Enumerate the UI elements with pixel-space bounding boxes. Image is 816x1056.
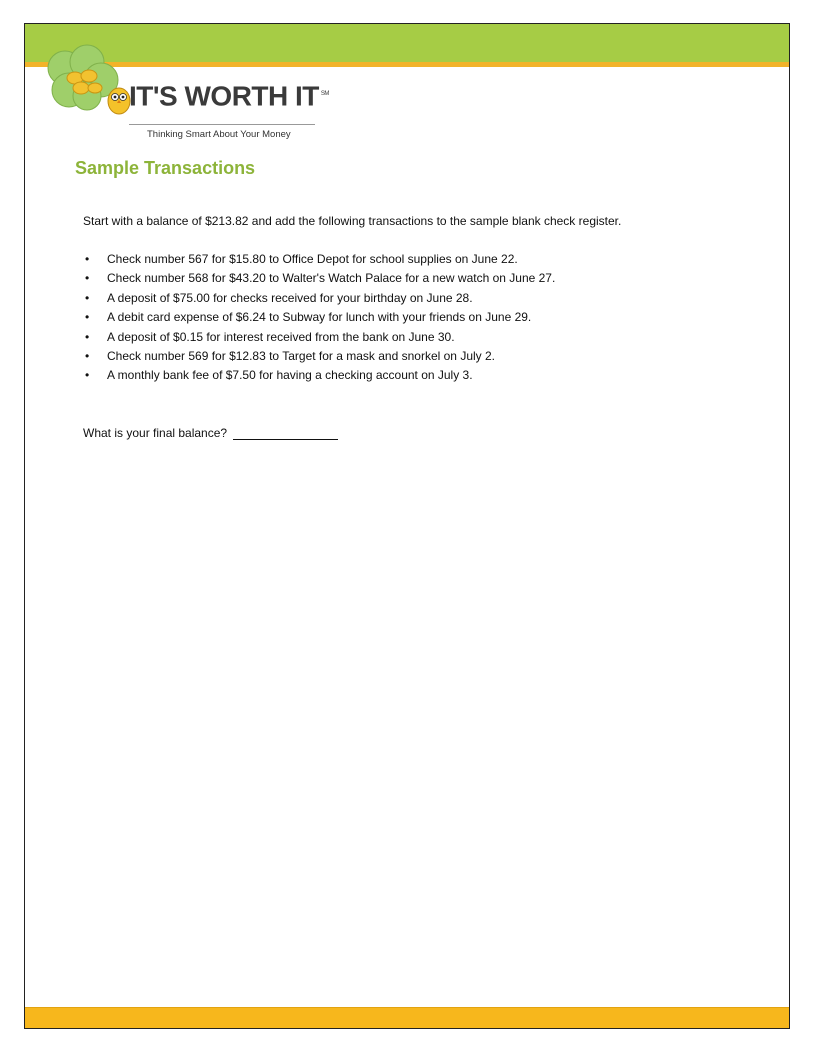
bullet-icon: • xyxy=(85,290,90,305)
logo-wordmark: IT'S WORTH IT ℠ xyxy=(129,80,329,112)
list-item xyxy=(83,310,555,329)
transaction-text: A deposit of $0.15 for interest received from the bank on June 30. xyxy=(107,329,455,344)
list-item xyxy=(83,271,555,290)
intro-text: Start with a balance of $213.82 and add the following transactions to the sample blank check register. xyxy=(83,214,622,228)
transaction-text: Check number 569 for $12.83 to Target for a mask and snorkel on July 2. xyxy=(107,348,495,363)
logo-divider xyxy=(129,124,315,125)
bullet-icon: • xyxy=(85,271,90,286)
bullet-icon: • xyxy=(85,252,90,266)
worksheet-page xyxy=(24,23,790,1029)
transaction-text: A monthly bank fee of $7.50 for having a checking account on July 3. xyxy=(107,368,473,383)
logo-tagline: Thinking Smart About Your Money xyxy=(147,129,291,140)
list-item xyxy=(83,349,555,368)
page-title: Sample Transactions xyxy=(75,158,256,178)
bullet-icon: • xyxy=(85,348,90,363)
list-item xyxy=(83,291,555,310)
bullet-icon: • xyxy=(85,329,90,344)
list-item xyxy=(83,252,555,271)
bullet-icon: • xyxy=(85,310,90,325)
bottom-yellow-band xyxy=(25,1008,789,1028)
transaction-text: A deposit of $75.00 for checks received for your birthday on June 28. xyxy=(107,290,473,305)
list-item xyxy=(83,368,555,387)
final-balance-question xyxy=(83,426,338,440)
bullet-icon: • xyxy=(85,368,90,383)
question-text: What is your final balance? xyxy=(83,426,228,440)
answer-blank[interactable] xyxy=(233,426,338,440)
transaction-text: Check number 567 for $15.80 to Office Depot for school supplies on June 22. xyxy=(107,252,518,266)
transaction-text: A debit card expense of $6.24 to Subway for lunch with your friends on June 29. xyxy=(107,310,532,325)
list-item xyxy=(83,330,555,349)
transaction-list xyxy=(83,252,555,388)
its-worth-it-logo xyxy=(43,38,329,140)
transaction-text: Check number 568 for $43.20 to Walter's Watch Palace for a new watch on June 27. xyxy=(107,271,556,286)
logo-servicemark: SM xyxy=(320,91,329,97)
